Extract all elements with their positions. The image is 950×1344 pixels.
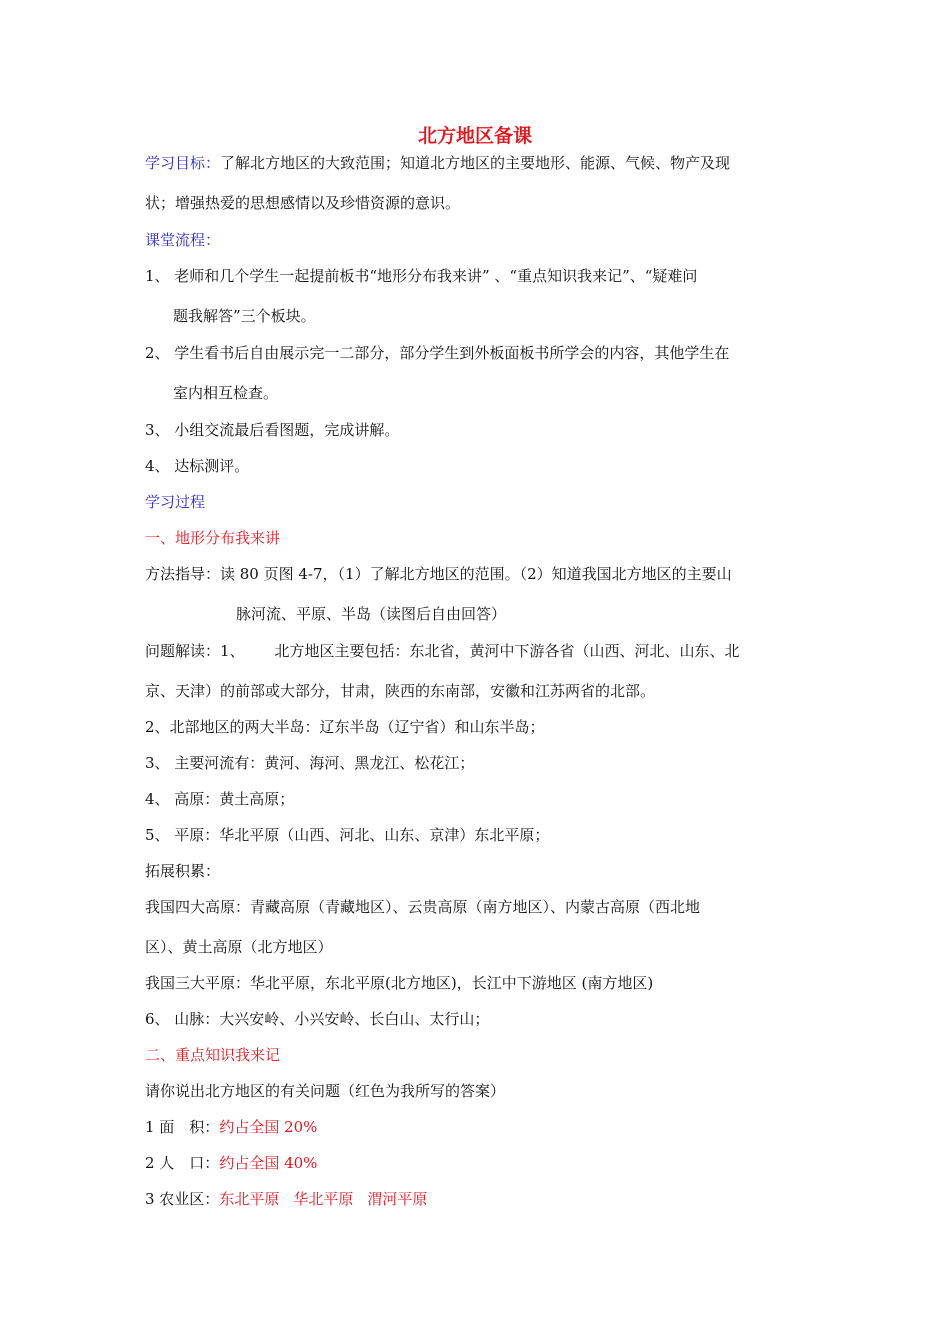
question-line-1 (145, 640, 740, 662)
page-title: 北方地区备课 (417, 125, 532, 147)
extension-2: 我国三大平原：华北平原，东北平原(北方地区)，长江中下游地区 (南方地区) (145, 974, 654, 992)
extension-label: 拓展积累： (145, 862, 221, 880)
objective-line-1 (145, 152, 730, 174)
objective-text-1: 了解北方地区的大致范围；知道北方地区的主要地形、能源、气候、物产及现 (220, 154, 731, 172)
section-2-intro: 请你说出北方地区的有关问题（红色为我所写的答案） (145, 1082, 506, 1100)
point-5: 5、 平原：华北平原（山西、河北、山东、京津）东北平原； (145, 826, 550, 844)
process-heading: 学习过程 (145, 493, 206, 511)
question-text-1: 北方地区主要包括：东北省，黄河中下游各省（山西、河北、山东、北 (274, 642, 740, 660)
section-2-heading: 二、重点知识我来记 (145, 1046, 281, 1064)
objective-line-2: 状；增强热爱的思想感情以及珍惜资源的意识。 (145, 194, 461, 212)
flow-item-2-line-1: 2、 学生看书后自由展示完一二部分，部分学生到外板面板书所学会的内容，其他学生在 (145, 344, 730, 362)
objective-label: 学习目标： (145, 154, 221, 172)
agriculture-value-1: 东北平原 (219, 1190, 280, 1208)
population-value: 约占全国 40% (219, 1154, 318, 1172)
flow-item-3: 3、 小组交流最后看图题，完成讲解。 (145, 421, 400, 439)
flow-item-2-line-2: 室内相互检查。 (173, 384, 279, 402)
area-label: 1 面 积： (145, 1118, 220, 1136)
agriculture-value-2: 华北平原 (293, 1190, 354, 1208)
population-row (145, 1152, 317, 1174)
point-4: 4、 高原：黄土高原； (145, 790, 295, 808)
area-value: 约占全国 20% (219, 1118, 318, 1136)
point-3: 3、 主要河流有：黄河、海河、黑龙江、松花江； (145, 754, 475, 772)
flow-item-4: 4、 达标测评。 (145, 457, 250, 475)
extension-1-line-1: 我国四大高原：青藏高原（青藏地区）、云贵高原（南方地区）、内蒙古高原（西北地 (145, 898, 701, 916)
point-2: 2、北部地区的两大半岛：辽东半岛（辽宁省）和山东半岛； (145, 718, 545, 736)
question-line-2: 京、天津）的前部或大部分，甘肃，陕西的东南部，安徽和江苏两省的北部。 (145, 682, 656, 700)
agriculture-label: 3 农业区： (145, 1190, 220, 1208)
flow-item-1-line-2: 题我解答”三个板块。 (173, 307, 316, 325)
flow-item-1-line-1: 1、 老师和几个学生一起提前板书“地形分布我来讲” 、“重点知识我来记”、“疑难问 (145, 267, 698, 285)
area-row (145, 1116, 317, 1138)
extension-1-line-2: 区）、黄土高原（北方地区） (145, 938, 333, 956)
agriculture-row (145, 1188, 427, 1210)
agriculture-value-3: 渭河平原 (367, 1190, 428, 1208)
flow-heading: 课堂流程： (145, 231, 221, 249)
point-6: 6、 山脉：大兴安岭、小兴安岭、长白山、太行山； (145, 1010, 490, 1028)
method-line-1: 方法指导：读 80 页图 4-7，（1）了解北方地区的范围。（2）知道我国北方地区的主要山 (145, 565, 732, 583)
question-label: 问题解读：1、 (145, 642, 245, 660)
section-1-heading: 一、地形分布我来讲 (145, 529, 281, 547)
method-line-2: 脉河流、平原、半岛（读图后自由回答） (236, 605, 507, 623)
population-label: 2 人 口： (145, 1154, 220, 1172)
